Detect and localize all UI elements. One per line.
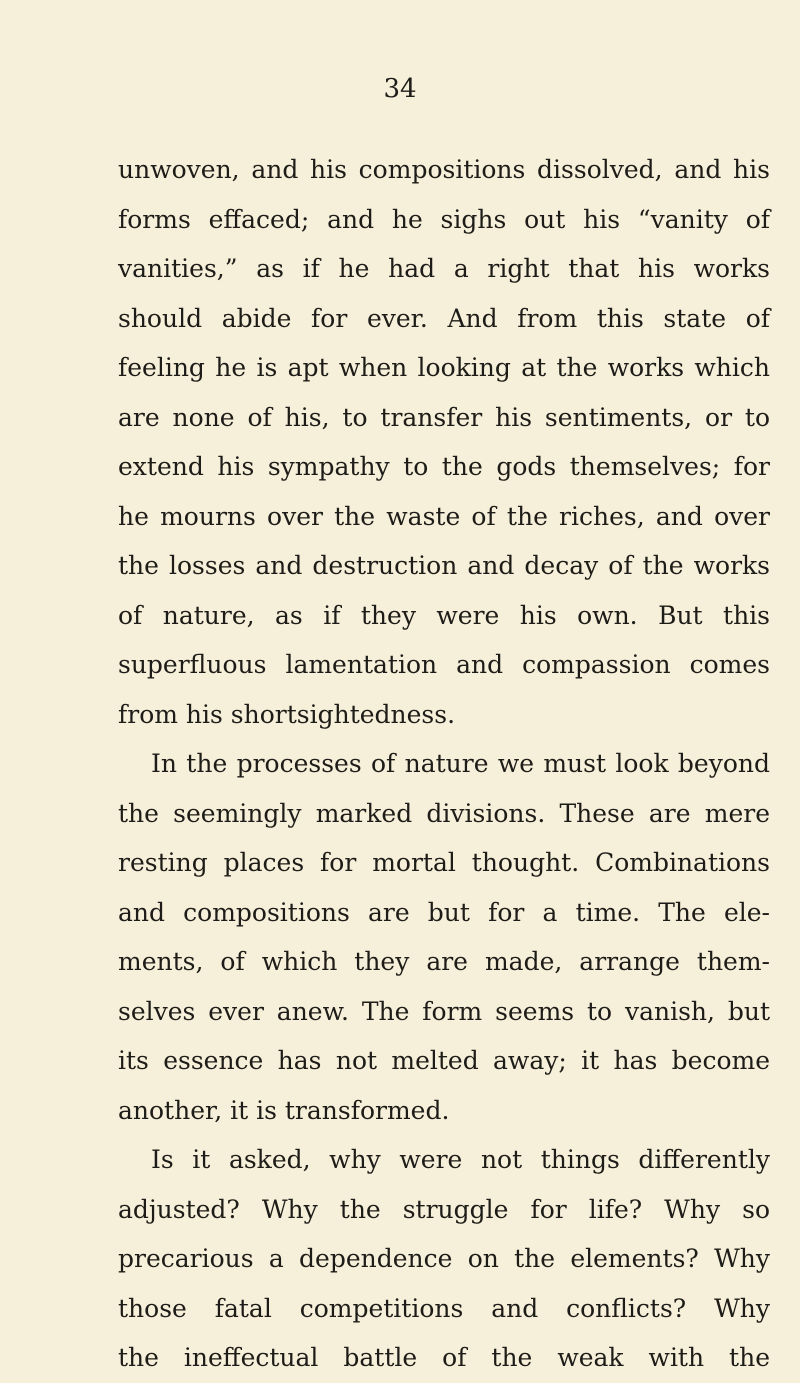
text-line: ments, of which they are made, arrange them- [118,947,770,976]
text-line: he mourns over the waste of the riches, and over [118,501,770,531]
text-line: are none of his, to transfer his sentiments, or to [118,402,770,432]
text-line: precarious a dependence on the elements? Why [118,1244,770,1273]
text-line: adjusted? Why the struggle for life? Why so [118,1194,770,1224]
text-line: the seemingly marked divisions. These are mere [118,798,770,828]
text-line: should abide for ever. And from this state of [118,303,770,333]
text-line: the ineffectual battle of the weak with the [118,1343,770,1372]
text-line: from his shortsightedness. [118,699,456,729]
text-line: feeling he is apt when looking at the works which [118,353,770,382]
text-line: those fatal competitions and conflicts? Why [118,1293,770,1323]
page-number: 34 [383,74,417,104]
body-text [118,145,770,1383]
text-line: its essence has not melted away; it has become [118,1046,770,1075]
text-line: vanities,” as if he had a right that his works [118,254,770,283]
text-line: forms effaced; and he sighs out his “vanity of [118,204,770,234]
text-line: and compositions are but for a time. The ele- [118,897,770,927]
text-line: selves ever anew. The form seems to vanish, but [118,996,770,1026]
text-line: superfluous lamentation and compassion comes [118,650,770,679]
text-line: resting places for mortal thought. Combinations [118,848,770,877]
text-line: unwoven, and his compositions dissolved, and his [118,155,770,184]
text-line: of nature, as if they were his own. But this [118,600,770,630]
text-line: In the processes of nature we must look beyond [151,749,770,778]
text-line: another, it is transformed. [118,1095,450,1125]
text-line: extend his sympathy to the gods themselves; for [118,452,770,481]
text-line: Is it asked, why were not things differently [151,1145,770,1174]
text-line: the losses and destruction and decay of the works [118,551,770,580]
